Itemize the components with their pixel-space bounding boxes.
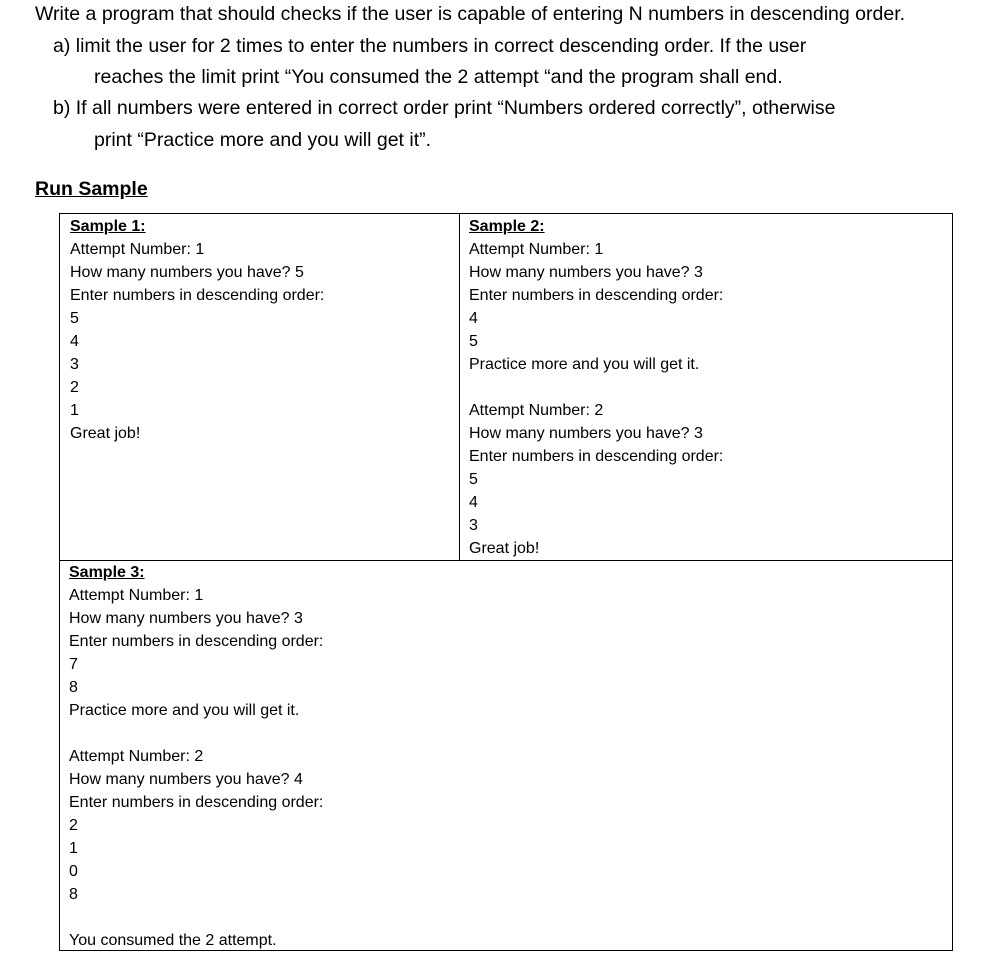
table-border-divider — [459, 213, 460, 561]
sample-2-line: Practice more and you will get it. — [469, 356, 700, 373]
sample-1-line: Enter numbers in descending order: — [70, 287, 325, 304]
sample-1-line: 4 — [70, 333, 79, 350]
sample-3-line: How many numbers you have? 3 — [69, 610, 303, 627]
sample-3-line: 8 — [69, 886, 78, 903]
sample-3-title: Sample 3: — [69, 564, 145, 581]
sample-2-cell — [469, 215, 723, 560]
sample-2-line — [469, 376, 723, 399]
sample-2-line: 4 — [469, 310, 478, 327]
sample-2-line: Enter numbers in descending order: — [469, 287, 724, 304]
run-sample-heading: Run Sample — [35, 178, 148, 200]
sample-3-line: How many numbers you have? 4 — [69, 771, 303, 788]
table-border-top — [59, 213, 953, 214]
sample-2-line: Enter numbers in descending order: — [469, 448, 724, 465]
sample-3-line: Attempt Number: 1 — [69, 587, 204, 604]
sample-3-line: 8 — [69, 679, 78, 696]
table-border-left — [59, 213, 60, 951]
task-title: Write a program that should checks if the user is capable of entering N numbers in descending order. — [35, 3, 906, 25]
sample-1-line: 2 — [70, 379, 79, 396]
sample-3-cell — [69, 561, 323, 952]
sample-3-line: 1 — [69, 840, 78, 857]
sample-1-line: 1 — [70, 402, 79, 419]
sample-1-line: How many numbers you have? 5 — [70, 264, 304, 281]
task-part-b-line2: print “Practice more and you will get it”. — [94, 129, 432, 151]
sample-2-line: 4 — [469, 494, 478, 511]
sample-2-line: 5 — [469, 471, 478, 488]
sample-2-line: Attempt Number: 1 — [469, 241, 604, 258]
sample-2-line: 5 — [469, 333, 478, 350]
task-part-b-line1: b) If all numbers were entered in correct order print “Numbers ordered correctly”, otherwise — [53, 97, 836, 119]
sample-1-line: 5 — [70, 310, 79, 327]
sample-2-title: Sample 2: — [469, 218, 545, 235]
sample-3-line: Attempt Number: 2 — [69, 748, 204, 765]
sample-3-line — [69, 906, 323, 929]
sample-3-line: 7 — [69, 656, 78, 673]
sample-3-line — [69, 722, 323, 745]
sample-3-line: You consumed the 2 attempt. — [69, 932, 277, 949]
sample-3-line: Practice more and you will get it. — [69, 702, 300, 719]
sample-2-line: How many numbers you have? 3 — [469, 425, 703, 442]
sample-1-line: Attempt Number: 1 — [70, 241, 205, 258]
task-part-a-line2: reaches the limit print “You consumed the 2 attempt “and the program shall end. — [94, 66, 783, 88]
sample-1-line: Great job! — [70, 425, 141, 442]
sample-3-line: Enter numbers in descending order: — [69, 633, 324, 650]
sample-2-line: How many numbers you have? 3 — [469, 264, 703, 281]
sample-1-line: 3 — [70, 356, 79, 373]
sample-3-line: Enter numbers in descending order: — [69, 794, 324, 811]
sample-2-line: 3 — [469, 517, 478, 534]
task-part-a-line1: a) limit the user for 2 times to enter the numbers in correct descending order. If the user — [53, 35, 807, 57]
sample-3-line: 2 — [69, 817, 78, 834]
sample-1-cell — [70, 215, 324, 445]
table-border-right — [952, 213, 953, 951]
sample-2-line: Great job! — [469, 540, 540, 557]
sample-1-title: Sample 1: — [70, 218, 146, 235]
sample-2-line: Attempt Number: 2 — [469, 402, 604, 419]
sample-3-line: 0 — [69, 863, 78, 880]
